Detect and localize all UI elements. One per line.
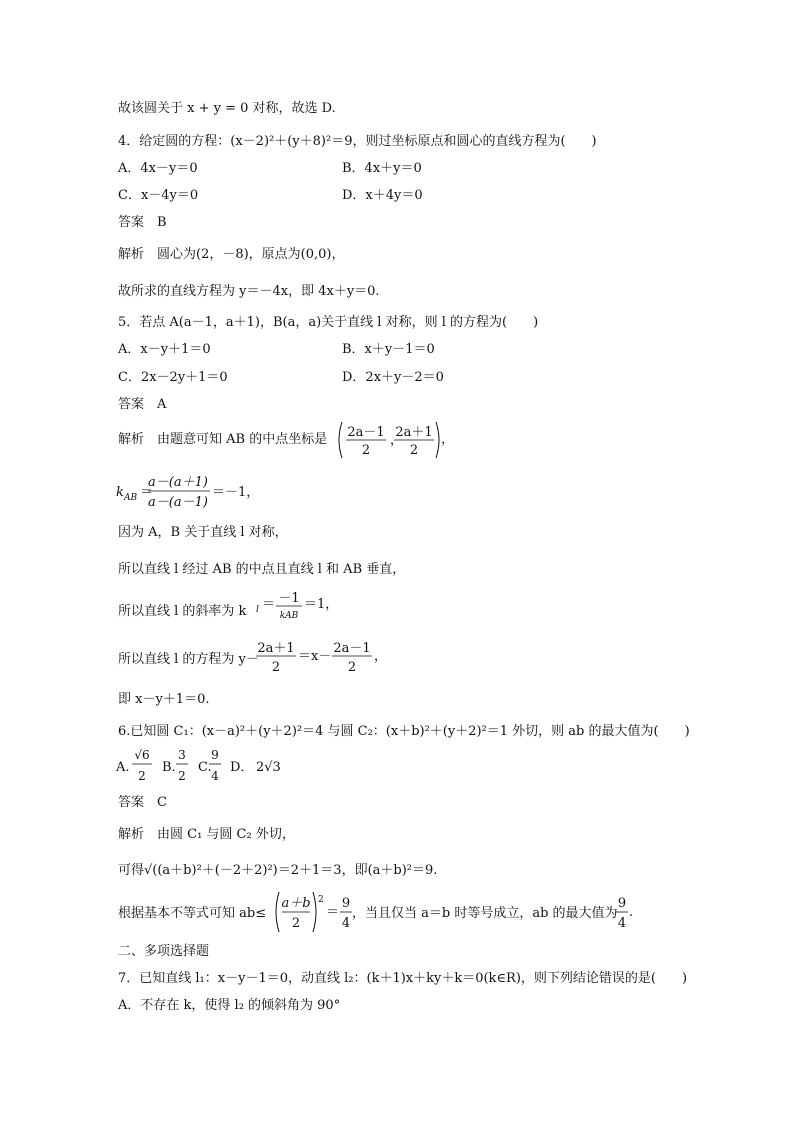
- formula-denominator: 2: [178, 769, 186, 783]
- q6-solution-line: 可得√((a＋b)²＋(－2＋2)²)＝2＋1＝3，即(a＋b)²＝9.: [118, 863, 438, 878]
- svg-text:，: ，: [390, 433, 404, 448]
- q4-option-b: B．4x＋y＝0: [342, 161, 422, 176]
- formula-denominator: 4: [211, 769, 219, 783]
- svg-text:k: k: [116, 485, 124, 500]
- q7-option-a: A．不存在 k，使得 l₂ 的倾斜角为 90°: [118, 998, 341, 1013]
- document-page: 故该圆关于 x + y = 0 对称，故选 D. 4．给定圆的方程：(x－2)²＋(y＋8)²＝9，则过坐标原点和圆心的直线方程为( ) A．4x－y＝0 B．4x＋y＝0 C．x－4y＝0 D．x＋4y＝0 答案 B 解析 圆心为(2，－8)，原点为(0,0)， 故所求的直线方程为 y＝－4x，即 4x＋y＝0. 5．若点 A(a－1，a＋1)，B(a，a)关于直线 l 对称，则 l 的方程为( ) A．x－y＋1＝0 B．x＋y－1＝0 C．2x－2y＋1＝0 D．2x＋y－2＝0 答案 A 解析 由题意可知 AB 的中点坐标是 2a－1 2 ， 2a＋1 2 ， k AB ＝ a－(a＋1) a－(a－1) ＝－1， 因为 A，B 关于直线 l 对称， 所以直线 l 经过 AB 的中点且直线 l 和 AB 垂直， 所以直线 l 的斜率为 k l ＝ －1 kAB ＝1， 所以直线 l 的方程为 y－ 2a＋1 2 ＝x－ 2a－1 2 ， 即 x－y＋1＝0. 6.已知圆 C₁：(x－a)²＋(y＋2)²＝4 与圆 C₂：(x＋b)²＋(y＋2)²＝1 外切，则 ab 的最大值为( ) A. √6 2 B. 3 2 C. 9 4 D． 2√3 答案 C 解析 由圆 C₁ 与圆 C₂ 外切， 可得√((a＋b)²＋(－2＋2)²)＝2＋1＝3，即(a＋b)²＝9. 根据基本不等式可知 ab≤ a＋b 2 2 ＝ 9 4 ，当且仅当 a＝b 时等号成立，ab 的最大值为 9 4 . 二、多项选择题 7．已知直线 l₁：x－y－1＝0，动直线 l₂：(k＋1)x＋ky＋k＝0(k∈R)，则下列结论错误的是( ) A．不存在 k，使得 l₂ 的倾斜角为 90°: [116, 101, 690, 1013]
- formula-denominator: 2: [138, 769, 146, 783]
- svg-text:.: .: [629, 905, 634, 920]
- line-equation-formula: [256, 638, 386, 678]
- formula-denominator: 2: [271, 660, 281, 675]
- text-line: 故该圆关于 x + y = 0 对称，故选 D.: [118, 101, 336, 116]
- svg-text:，: ，: [374, 649, 388, 664]
- q5-solution-line: 因为 A，B 关于直线 l 对称，: [118, 525, 288, 540]
- svg-text:＝: ＝: [326, 905, 340, 920]
- formula-denominator: 2: [291, 916, 301, 931]
- formula-numerator: a－(a＋1): [148, 475, 208, 490]
- formula-numerator: 3: [178, 748, 186, 762]
- q6-solution-line: 解析 由圆 C₁ 与圆 C₂ 外切，: [118, 827, 295, 842]
- q6-answer: 答案 C: [118, 795, 167, 810]
- q5-option-d: D．2x＋y－2＝0: [342, 370, 444, 385]
- q5-solution-line: 解析 由题意可知 AB 的中点坐标是: [118, 432, 328, 447]
- formula-denominator: 4: [617, 916, 627, 931]
- q6-options: [116, 745, 316, 787]
- formula-numerator: √6: [134, 748, 150, 762]
- formula-denominator: 2: [409, 443, 419, 458]
- svg-text:＝x－: ＝x－: [298, 649, 332, 664]
- question-7: 7．已知直线 l₁：x－y－1＝0，动直线 l₂：(k＋1)x＋ky＋k＝0(k∈R)，则下列结论错误的是( ): [118, 971, 688, 986]
- svg-text:2: 2: [318, 895, 324, 905]
- svg-text:＝: ＝: [140, 485, 154, 500]
- formula-denominator: 2: [347, 660, 357, 675]
- question-6: 6.已知圆 C₁：(x－a)²＋(y＋2)²＝4 与圆 C₂：(x＋b)²＋(y＋2)²＝1 外切，则 ab 的最大值为( ): [118, 724, 690, 739]
- midpoint-formula: [336, 420, 446, 460]
- q5-option-a: A．x－y＋1＝0: [118, 342, 211, 357]
- formula-numerator: －1: [278, 591, 300, 606]
- svg-text:＝－1，: ＝－1，: [212, 485, 260, 500]
- svg-text:＝: ＝: [262, 597, 276, 612]
- q4-solution-line: 故所求的直线方程为 y＝－4x，即 4x＋y＝0.: [118, 284, 380, 299]
- q5-solution-line: 即 x－y＋1＝0.: [118, 692, 210, 707]
- slope-l-formula: [256, 590, 366, 630]
- q4-solution-line: 解析 圆心为(2，－8)，原点为(0,0)，: [118, 247, 345, 262]
- inequality-formula: [274, 890, 364, 934]
- formula-denominator: a－(a－1): [148, 495, 208, 510]
- formula-denominator: 4: [341, 916, 351, 931]
- q4-answer: 答案 B: [118, 215, 167, 230]
- formula-numerator: 2a－1: [333, 641, 371, 656]
- q6-option-c: C.: [198, 760, 212, 775]
- q5-solution-line: 所以直线 l 的方程为 y－: [118, 652, 259, 667]
- q5-solution-line: 所以直线 l 经过 AB 的中点且直线 l 和 AB 垂直，: [118, 562, 406, 577]
- q6-option-b: B.: [162, 760, 176, 775]
- formula-denominator: 2: [361, 443, 371, 458]
- q5-option-b: B．x＋y－1＝0: [342, 342, 435, 357]
- formula-numerator: 9: [211, 748, 219, 762]
- formula-numerator: a＋b: [281, 896, 311, 911]
- svg-text:2√3: 2√3: [256, 760, 281, 775]
- formula-denominator: kAB: [279, 611, 299, 621]
- question-5: 5．若点 A(a－1，a＋1)，B(a，a)关于直线 l 对称，则 l 的方程为( ): [118, 315, 539, 330]
- svg-text:＝1，: ＝1，: [304, 597, 339, 612]
- max-value-formula: [616, 890, 636, 934]
- svg-text:AB: AB: [124, 493, 138, 503]
- q6-option-a: A.: [116, 760, 130, 775]
- q6-solution-line: ，当且仅当 a＝b 时等号成立，ab 的最大值为: [352, 906, 618, 921]
- q6-solution-line: 根据基本不等式可知 ab≤: [118, 906, 267, 921]
- slope-ab-formula: [116, 470, 296, 512]
- formula-numerator: 2a＋1: [257, 641, 295, 656]
- q5-answer: 答案 A: [118, 397, 167, 412]
- question-4: 4．给定圆的方程：(x－2)²＋(y＋8)²＝9，则过坐标原点和圆心的直线方程为( ): [118, 134, 597, 149]
- q4-option-c: C．x－4y＝0: [118, 188, 199, 203]
- formula-numerator: 9: [617, 896, 627, 911]
- svg-text:l: l: [256, 605, 259, 615]
- section-heading: 二、多项选择题: [118, 944, 210, 959]
- q5-solution-line: 所以直线 l 的斜率为 k: [118, 604, 247, 619]
- formula-numerator: 9: [341, 896, 351, 911]
- q4-option-a: A．4x－y＝0: [118, 161, 198, 176]
- formula-numerator: 2a－1: [347, 425, 385, 440]
- q6-option-d: D．: [230, 760, 254, 775]
- formula-numerator: 2a＋1: [395, 425, 433, 440]
- q5-option-c: C．2x－2y＋1＝0: [118, 370, 228, 385]
- q4-option-d: D．x＋4y＝0: [342, 188, 423, 203]
